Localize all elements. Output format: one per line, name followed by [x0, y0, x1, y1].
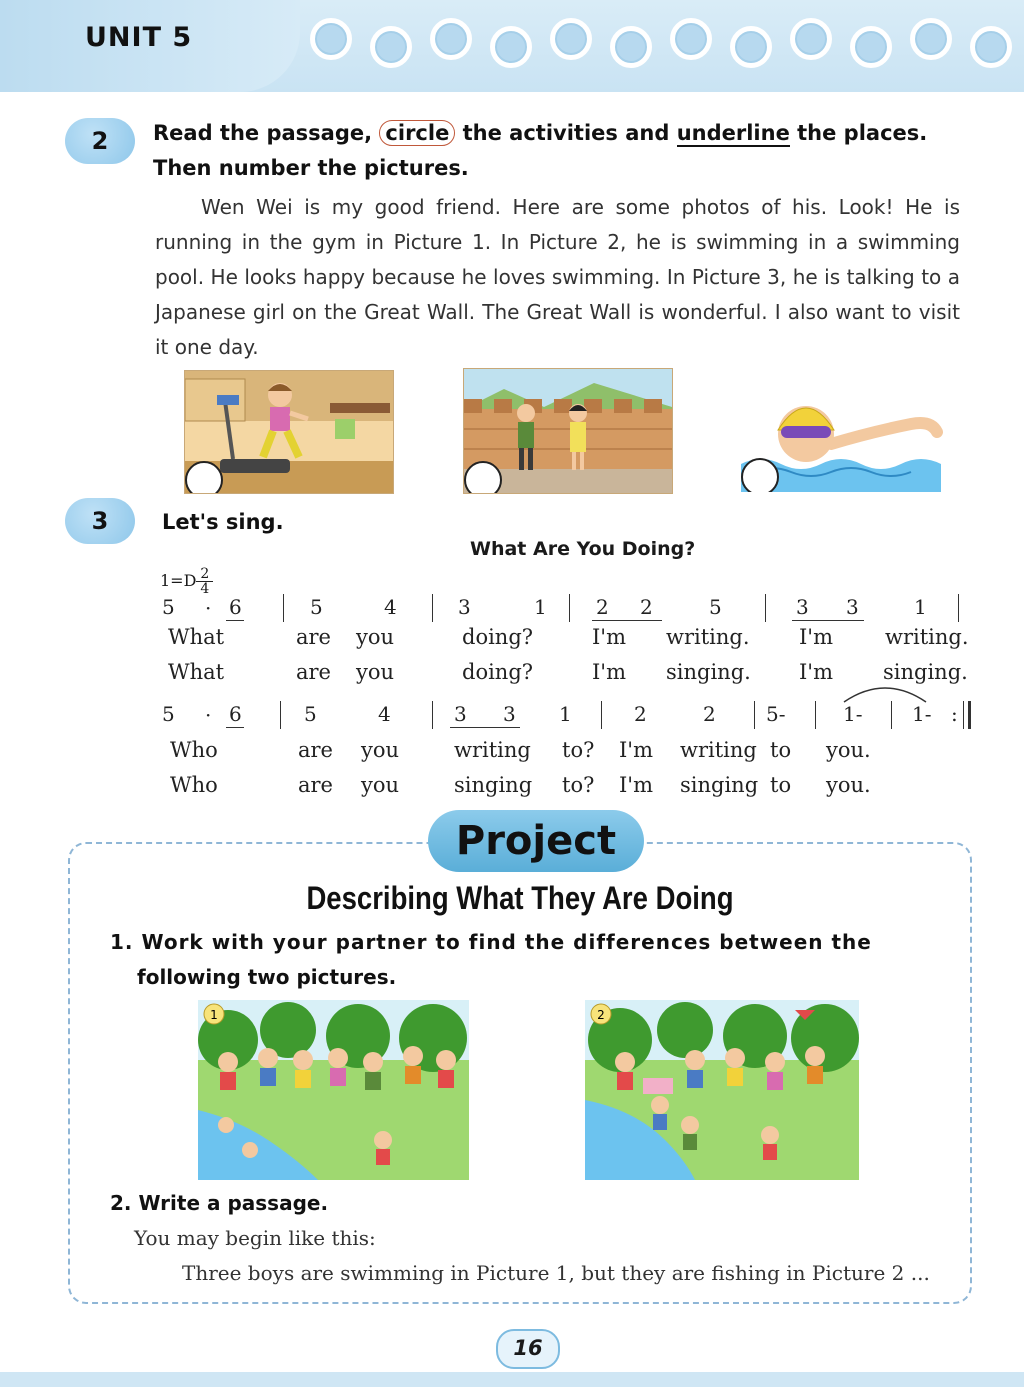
project-title: Project [455, 818, 617, 864]
bar-line [283, 594, 284, 622]
lyric-word: are [298, 738, 333, 762]
music-note-dot: · [205, 703, 212, 727]
music-note: 3 [454, 702, 467, 726]
project-example: Three boys are swimming in Picture 1, but they are fishing in Picture 2 ... [182, 1261, 930, 1285]
lyric-word: singing. [883, 660, 968, 684]
music-note: 5 [304, 702, 317, 726]
picture-label-1: 1 [210, 1008, 218, 1022]
lyric-word: doing? [462, 625, 534, 649]
music-note: 2 [634, 702, 647, 726]
project-task-2: 2. Write a passage. [110, 1191, 329, 1215]
picture-label-2: 2 [597, 1008, 605, 1022]
music-note: 1- [843, 702, 863, 726]
music-note: 3 [796, 595, 809, 619]
lyric-word: doing? [462, 660, 534, 684]
underline-keyword: underline [676, 121, 790, 145]
circle-keyword: circle [379, 120, 455, 146]
lyric-word: you. [826, 738, 871, 762]
lyric-word: I'm [799, 660, 833, 684]
bar-line [601, 701, 602, 729]
song-key-signature: 1=D $\frac{2}{4}$ [160, 567, 213, 596]
lyric-word: writing [680, 738, 757, 762]
page-number: 16 [496, 1329, 560, 1369]
lyric-word: you [361, 773, 400, 797]
lyric-word: singing [454, 773, 533, 797]
music-note-dot: · [205, 596, 212, 620]
lyric-word: Who [170, 738, 218, 762]
reading-passage: Wen Wei is my good friend. Here are some photos of his. Look! He is running in the gym in Picture 1. In Picture 2, he is swimming in a swimming pool. He looks happy because he loves swimming. In Picture 3, he is talking to a Japanese girl on the Great Wall. The Great Wall is wonderful. I also want to visit it one day. [155, 195, 960, 359]
bar-line [815, 701, 816, 729]
picture-gym-running [184, 370, 394, 494]
lyric-word: to [770, 738, 792, 762]
project-subtitle: Describing What They Are Doing [306, 880, 734, 916]
music-note: 2 [640, 595, 653, 619]
lyric-word: What [168, 625, 225, 649]
picture-park-1 [198, 1000, 469, 1180]
page-header [0, 0, 1024, 92]
music-note: 5 [709, 595, 722, 619]
lyric-word: Who [170, 773, 218, 797]
lyric-word: you [356, 625, 395, 649]
picture-park-2 [585, 1000, 859, 1180]
unit-title: UNIT 5 [85, 22, 193, 53]
lyric-word: are [296, 625, 331, 649]
music-note: 1 [559, 702, 572, 726]
music-note: 3 [846, 595, 859, 619]
page-footer-band [0, 1372, 1024, 1387]
music-note: 4 [378, 702, 391, 726]
music-note: 3 [503, 702, 516, 726]
picture-great-wall [463, 368, 673, 494]
bar-line [963, 701, 964, 729]
lyric-word: I'm [592, 625, 626, 649]
note-underline [450, 727, 520, 728]
project-task-1-line2: following two pictures. [137, 965, 397, 989]
lyric-word: writing. [885, 625, 969, 649]
bar-line [569, 594, 570, 622]
bar-line [765, 594, 766, 622]
lyric-word: singing. [666, 660, 751, 684]
music-note: 1 [534, 595, 547, 619]
bar-line [432, 701, 433, 729]
exercise-instruction: Read the passage, circle the activities and underline the places. [153, 121, 928, 145]
note-underline [592, 620, 662, 621]
lyric-word: you. [826, 773, 871, 797]
bar-line [891, 701, 892, 729]
music-note: 5- [766, 702, 786, 726]
picture-number-circle[interactable] [741, 458, 779, 492]
sing-instruction: Let's sing. [162, 510, 284, 534]
music-note: 6 [229, 595, 242, 619]
picture-number-circle[interactable] [185, 461, 223, 494]
lyric-word: to? [562, 738, 595, 762]
lyric-word: writing [454, 738, 531, 762]
project-task-1: 1. Work with your partner to find the differences between the [110, 930, 872, 954]
music-note: 1- [912, 702, 932, 726]
music-note: 2 [596, 595, 609, 619]
music-note: 4 [384, 595, 397, 619]
exercise-number-badge: 3 [65, 498, 135, 544]
lyric-word: to [770, 773, 792, 797]
picture-number-circle[interactable] [464, 461, 502, 494]
repeat-sign: : [951, 702, 958, 726]
bar-line [958, 594, 959, 622]
lyric-word: you [356, 660, 395, 684]
tie-slur [840, 680, 930, 704]
song-title: What Are You Doing? [470, 538, 696, 560]
music-note: 5 [162, 595, 175, 619]
note-underline [226, 727, 244, 728]
exercise-instruction-line2: Then number the pictures. [153, 156, 469, 180]
note-underline [792, 620, 864, 621]
music-note: 3 [458, 595, 471, 619]
lyric-word: What [168, 660, 225, 684]
music-note: 6 [229, 702, 242, 726]
music-note: 2 [703, 702, 716, 726]
music-note: 1 [914, 595, 927, 619]
project-hint: You may begin like this: [134, 1226, 376, 1250]
lyric-word: are [298, 773, 333, 797]
lyric-word: I'm [799, 625, 833, 649]
exercise-number-badge: 2 [65, 118, 135, 164]
lyric-word: I'm [592, 660, 626, 684]
music-note: 5 [162, 702, 175, 726]
lyric-word: are [296, 660, 331, 684]
picture-swimming [741, 384, 953, 492]
lyric-word: I'm [619, 738, 653, 762]
note-underline [226, 620, 244, 621]
lyric-word: singing [680, 773, 759, 797]
lyric-word: writing. [666, 625, 750, 649]
lyric-word: I'm [619, 773, 653, 797]
lyric-word: you [361, 738, 400, 762]
bar-line [280, 701, 281, 729]
lyric-word: to? [562, 773, 595, 797]
bar-line [432, 594, 433, 622]
music-note: 5 [310, 595, 323, 619]
bar-line [754, 701, 755, 729]
bar-line [968, 701, 971, 729]
